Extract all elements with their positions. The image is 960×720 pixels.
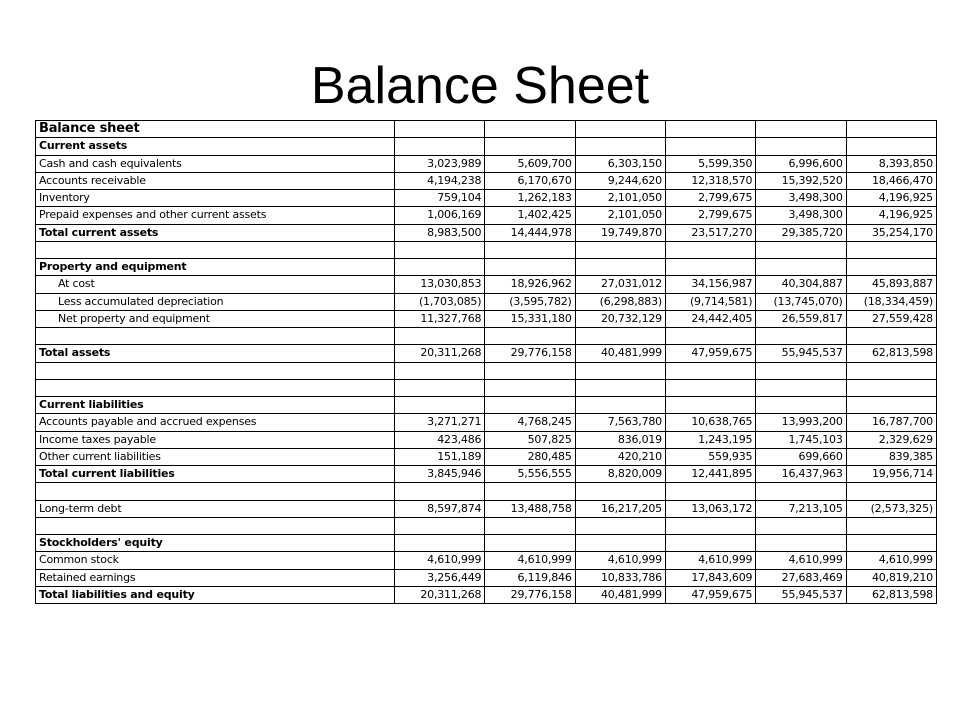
value-cell: 836,019 (575, 431, 665, 448)
value-cell: (3,595,782) (485, 293, 575, 310)
value-cell: 559,935 (665, 448, 755, 465)
value-cell (846, 535, 936, 552)
value-cell (575, 362, 665, 379)
value-cell (485, 241, 575, 258)
table-row (36, 500, 937, 517)
value-cell: 27,683,469 (756, 569, 846, 586)
blank-row (36, 362, 937, 379)
value-cell: 10,638,765 (665, 414, 755, 431)
value-cell: 55,945,537 (756, 586, 846, 603)
value-cell: 11,327,768 (395, 310, 485, 327)
table-row (36, 276, 937, 293)
value-cell (395, 259, 485, 276)
value-cell: 759,104 (395, 190, 485, 207)
value-cell: 8,820,009 (575, 466, 665, 483)
value-cell (665, 362, 755, 379)
value-cell (395, 535, 485, 552)
value-cell: 280,485 (485, 448, 575, 465)
value-cell: 35,254,170 (846, 224, 936, 241)
value-cell (756, 362, 846, 379)
row-label: Balance sheet (36, 121, 395, 138)
table-row (36, 552, 937, 569)
value-cell (395, 121, 485, 138)
value-cell: 5,556,555 (485, 466, 575, 483)
value-cell (395, 397, 485, 414)
value-cell (665, 328, 755, 345)
value-cell (485, 379, 575, 396)
value-cell (756, 259, 846, 276)
value-cell (756, 517, 846, 534)
value-cell: 1,745,103 (756, 431, 846, 448)
value-cell: 12,318,570 (665, 172, 755, 189)
value-cell (846, 241, 936, 258)
value-cell: 2,101,050 (575, 190, 665, 207)
value-cell (846, 259, 936, 276)
value-cell: 29,776,158 (485, 345, 575, 362)
row-label (36, 328, 395, 345)
value-cell: 26,559,817 (756, 310, 846, 327)
row-label (36, 362, 395, 379)
value-cell (575, 483, 665, 500)
value-cell: 9,244,620 (575, 172, 665, 189)
table-row (36, 190, 937, 207)
value-cell (756, 328, 846, 345)
value-cell (575, 138, 665, 155)
value-cell (575, 535, 665, 552)
value-cell (665, 121, 755, 138)
row-label: Current liabilities (36, 397, 395, 414)
value-cell (665, 483, 755, 500)
value-cell (395, 138, 485, 155)
value-cell (846, 379, 936, 396)
value-cell: 62,813,598 (846, 586, 936, 603)
row-label: Total current assets (36, 224, 395, 241)
value-cell: 3,498,300 (756, 207, 846, 224)
table-row (36, 569, 937, 586)
value-cell: 19,956,714 (846, 466, 936, 483)
value-cell: 4,196,925 (846, 190, 936, 207)
value-cell: 40,819,210 (846, 569, 936, 586)
value-cell (756, 483, 846, 500)
value-cell: 4,610,999 (665, 552, 755, 569)
row-label: Accounts payable and accrued expenses (36, 414, 395, 431)
table-row (36, 466, 937, 483)
value-cell: 4,194,238 (395, 172, 485, 189)
value-cell (756, 241, 846, 258)
value-cell: 6,119,846 (485, 569, 575, 586)
value-cell (485, 121, 575, 138)
value-cell (665, 535, 755, 552)
value-cell: (1,703,085) (395, 293, 485, 310)
value-cell (485, 397, 575, 414)
value-cell: 18,926,962 (485, 276, 575, 293)
value-cell: 29,776,158 (485, 586, 575, 603)
table-row (36, 259, 937, 276)
row-label: Common stock (36, 552, 395, 569)
balance-sheet-table (35, 120, 937, 604)
value-cell (485, 362, 575, 379)
value-cell: 24,442,405 (665, 310, 755, 327)
value-cell (846, 517, 936, 534)
row-label: Stockholders' equity (36, 535, 395, 552)
value-cell: 13,993,200 (756, 414, 846, 431)
value-cell: 4,610,999 (575, 552, 665, 569)
value-cell: 1,402,425 (485, 207, 575, 224)
table-row (36, 207, 937, 224)
value-cell: 47,959,675 (665, 586, 755, 603)
value-cell (665, 517, 755, 534)
row-label: Net property and equipment (36, 310, 395, 327)
value-cell: 420,210 (575, 448, 665, 465)
value-cell: 16,787,700 (846, 414, 936, 431)
value-cell: 29,385,720 (756, 224, 846, 241)
value-cell: 12,441,895 (665, 466, 755, 483)
value-cell: 2,799,675 (665, 207, 755, 224)
value-cell: 40,304,887 (756, 276, 846, 293)
value-cell (665, 259, 755, 276)
table-row (36, 397, 937, 414)
blank-row (36, 483, 937, 500)
value-cell: 62,813,598 (846, 345, 936, 362)
value-cell: 7,213,105 (756, 500, 846, 517)
value-cell: 4,610,999 (756, 552, 846, 569)
value-cell (846, 397, 936, 414)
row-label: Prepaid expenses and other current assets (36, 207, 395, 224)
value-cell: 4,610,999 (846, 552, 936, 569)
value-cell: 5,599,350 (665, 155, 755, 172)
value-cell (665, 138, 755, 155)
value-cell: 15,392,520 (756, 172, 846, 189)
value-cell: 55,945,537 (756, 345, 846, 362)
balance-sheet-body (36, 121, 937, 604)
row-label: Cash and cash equivalents (36, 155, 395, 172)
value-cell (485, 483, 575, 500)
value-cell (485, 259, 575, 276)
row-label (36, 379, 395, 396)
value-cell: 27,559,428 (846, 310, 936, 327)
value-cell: 5,609,700 (485, 155, 575, 172)
value-cell (395, 362, 485, 379)
row-label: Current assets (36, 138, 395, 155)
value-cell (756, 379, 846, 396)
value-cell (575, 379, 665, 396)
value-cell (575, 328, 665, 345)
value-cell (485, 517, 575, 534)
value-cell: 18,466,470 (846, 172, 936, 189)
row-label: Less accumulated depreciation (36, 293, 395, 310)
value-cell: 151,189 (395, 448, 485, 465)
row-label (36, 483, 395, 500)
value-cell: 16,217,205 (575, 500, 665, 517)
value-cell (846, 138, 936, 155)
value-cell: 1,262,183 (485, 190, 575, 207)
value-cell: 3,023,989 (395, 155, 485, 172)
value-cell (846, 483, 936, 500)
value-cell: 16,437,963 (756, 466, 846, 483)
value-cell (575, 517, 665, 534)
value-cell: 23,517,270 (665, 224, 755, 241)
table-row (36, 155, 937, 172)
value-cell: 34,156,987 (665, 276, 755, 293)
value-cell (395, 517, 485, 534)
value-cell (485, 535, 575, 552)
value-cell: 839,385 (846, 448, 936, 465)
value-cell: 17,843,609 (665, 569, 755, 586)
value-cell: 8,983,500 (395, 224, 485, 241)
value-cell: 13,063,172 (665, 500, 755, 517)
value-cell: 507,825 (485, 431, 575, 448)
value-cell: 2,799,675 (665, 190, 755, 207)
table-row (36, 138, 937, 155)
value-cell: 45,893,887 (846, 276, 936, 293)
value-cell (665, 241, 755, 258)
value-cell (575, 241, 665, 258)
table-row (36, 414, 937, 431)
value-cell (395, 328, 485, 345)
value-cell: 4,610,999 (395, 552, 485, 569)
value-cell: 2,101,050 (575, 207, 665, 224)
value-cell: 27,031,012 (575, 276, 665, 293)
blank-row (36, 241, 937, 258)
value-cell: 15,331,180 (485, 310, 575, 327)
row-label: Property and equipment (36, 259, 395, 276)
value-cell (665, 397, 755, 414)
value-cell: 4,610,999 (485, 552, 575, 569)
value-cell: 8,597,874 (395, 500, 485, 517)
value-cell: 40,481,999 (575, 345, 665, 362)
row-label: Total assets (36, 345, 395, 362)
value-cell: 6,303,150 (575, 155, 665, 172)
value-cell (575, 259, 665, 276)
table-row (36, 121, 937, 138)
value-cell: 8,393,850 (846, 155, 936, 172)
value-cell: 3,256,449 (395, 569, 485, 586)
row-label: Total liabilities and equity (36, 586, 395, 603)
value-cell: 4,768,245 (485, 414, 575, 431)
row-label (36, 241, 395, 258)
value-cell: 19,749,870 (575, 224, 665, 241)
value-cell: 6,170,670 (485, 172, 575, 189)
table-row (36, 224, 937, 241)
row-label: Total current liabilities (36, 466, 395, 483)
value-cell (846, 328, 936, 345)
value-cell (575, 121, 665, 138)
value-cell: (6,298,883) (575, 293, 665, 310)
value-cell: 7,563,780 (575, 414, 665, 431)
value-cell: 3,845,946 (395, 466, 485, 483)
value-cell: 40,481,999 (575, 586, 665, 603)
value-cell: 20,732,129 (575, 310, 665, 327)
row-label: Accounts receivable (36, 172, 395, 189)
value-cell: 1,006,169 (395, 207, 485, 224)
table-row (36, 345, 937, 362)
table-row (36, 310, 937, 327)
value-cell (756, 121, 846, 138)
value-cell (756, 397, 846, 414)
row-label: Long-term debt (36, 500, 395, 517)
value-cell (846, 121, 936, 138)
table-row (36, 535, 937, 552)
value-cell: 4,196,925 (846, 207, 936, 224)
value-cell: 423,486 (395, 431, 485, 448)
blank-row (36, 328, 937, 345)
value-cell: 3,271,271 (395, 414, 485, 431)
value-cell: (2,573,325) (846, 500, 936, 517)
value-cell: (9,714,581) (665, 293, 755, 310)
value-cell: 1,243,195 (665, 431, 755, 448)
value-cell: 6,996,600 (756, 155, 846, 172)
value-cell (756, 535, 846, 552)
value-cell (485, 328, 575, 345)
value-cell: (18,334,459) (846, 293, 936, 310)
value-cell (846, 362, 936, 379)
row-label: Income taxes payable (36, 431, 395, 448)
value-cell: 20,311,268 (395, 345, 485, 362)
value-cell: 13,488,758 (485, 500, 575, 517)
row-label: Other current liabilities (36, 448, 395, 465)
table-row (36, 293, 937, 310)
slide-title: Balance Sheet (310, 57, 650, 115)
row-label (36, 517, 395, 534)
value-cell (395, 483, 485, 500)
value-cell: 699,660 (756, 448, 846, 465)
value-cell: 10,833,786 (575, 569, 665, 586)
value-cell (395, 379, 485, 396)
value-cell (756, 138, 846, 155)
row-label: Inventory (36, 190, 395, 207)
table-row (36, 172, 937, 189)
table-row (36, 448, 937, 465)
value-cell: (13,745,070) (756, 293, 846, 310)
table-row (36, 586, 937, 603)
value-cell (575, 397, 665, 414)
table-row (36, 431, 937, 448)
value-cell (485, 138, 575, 155)
value-cell: 3,498,300 (756, 190, 846, 207)
value-cell: 2,329,629 (846, 431, 936, 448)
value-cell: 13,030,853 (395, 276, 485, 293)
value-cell: 14,444,978 (485, 224, 575, 241)
blank-row (36, 517, 937, 534)
row-label: Retained earnings (36, 569, 395, 586)
value-cell (665, 379, 755, 396)
value-cell: 20,311,268 (395, 586, 485, 603)
blank-row (36, 379, 937, 396)
row-label: At cost (36, 276, 395, 293)
value-cell: 47,959,675 (665, 345, 755, 362)
value-cell (395, 241, 485, 258)
